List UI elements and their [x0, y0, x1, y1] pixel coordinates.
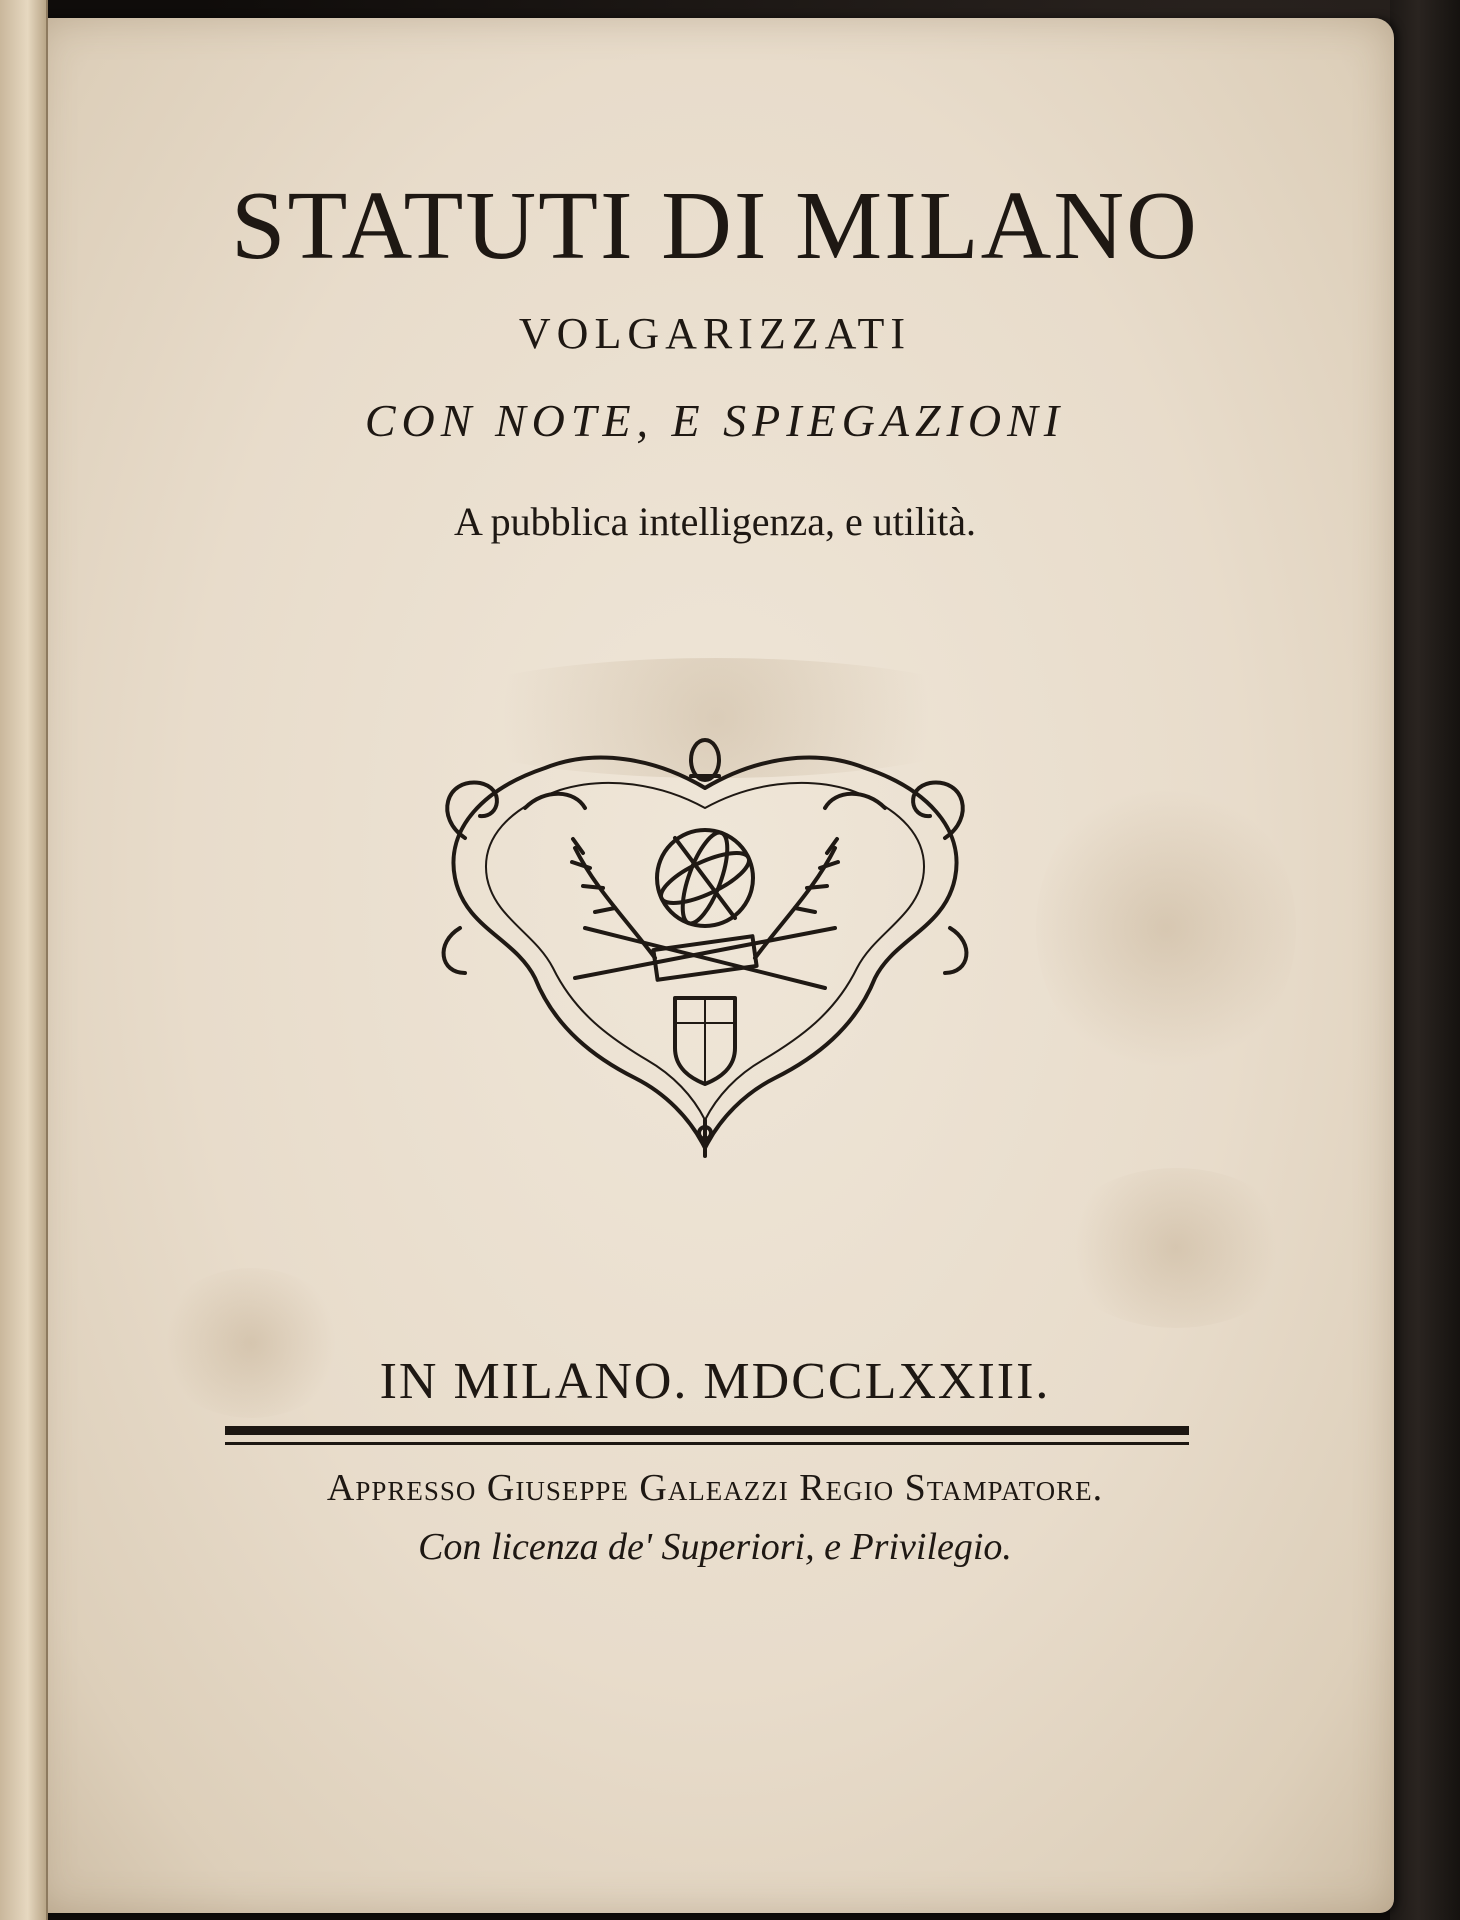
imprint-line: IN MILANO. MDCCLXXIII. — [379, 1353, 1051, 1410]
double-rule-thin — [225, 1442, 1189, 1445]
purpose-line: A pubblica intelligenza, e utilità. — [453, 499, 977, 544]
subtitle: VOLGARIZZATI — [518, 309, 912, 358]
publisher-line: Appresso Giuseppe Galeazzi Regio Stampatore. — [326, 1467, 1104, 1509]
notes-line: CON NOTE, E SPIEGAZIONI — [364, 395, 1066, 446]
page-title: STATUTI DI MILANO — [231, 172, 1199, 280]
printers-device-ornament-icon — [425, 728, 985, 1158]
double-rule-thick — [225, 1426, 1189, 1435]
foxing-stain — [1036, 778, 1296, 1078]
license-line: Con licenza de' Superiori, e Privilegio. — [418, 1526, 1012, 1568]
facing-page-edge — [0, 0, 48, 1920]
foxing-stain — [1056, 1168, 1296, 1328]
book-cover-edge — [1390, 0, 1460, 1920]
